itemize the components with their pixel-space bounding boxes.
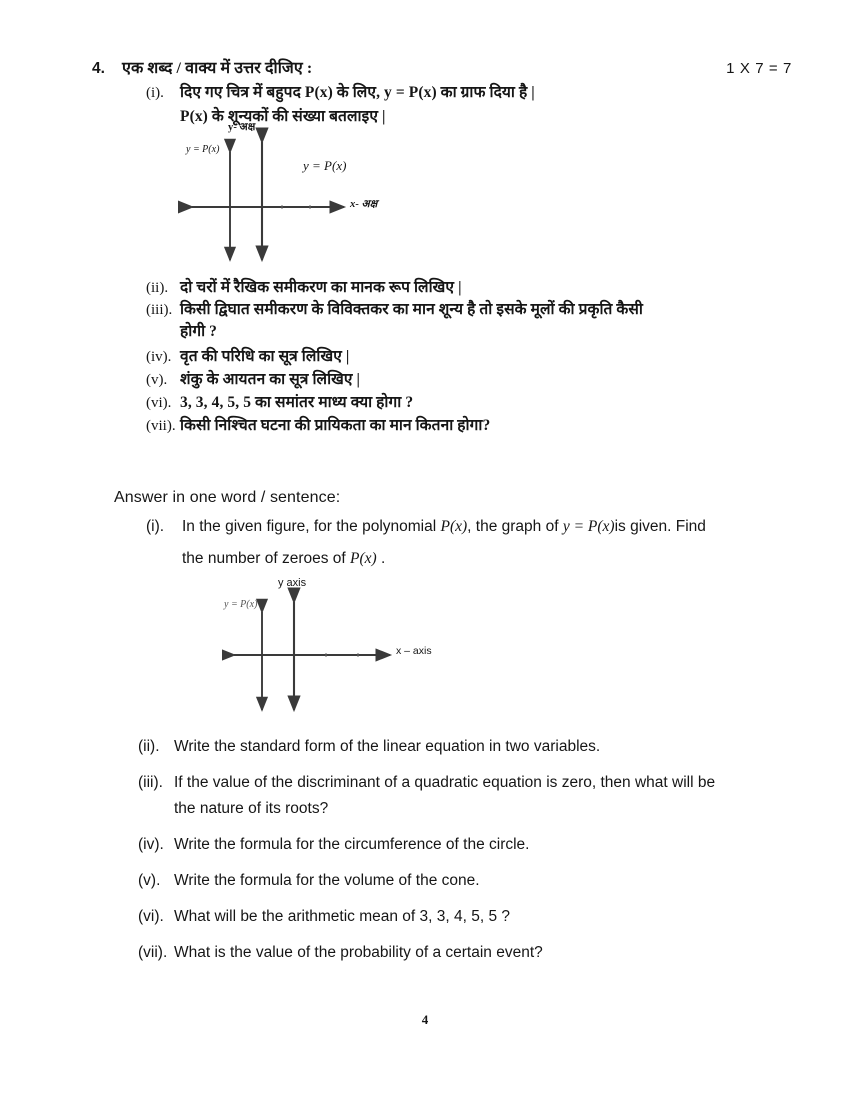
english-item-label: (i). bbox=[146, 518, 165, 535]
hindi-list-item bbox=[146, 392, 796, 414]
english-list-item bbox=[138, 941, 798, 965]
hindi-item-label: (i). bbox=[146, 85, 164, 101]
page-number: 4 bbox=[421, 1012, 429, 1027]
hindi-item-text: दिए गए चित्र में बहुपद P(x) के लिए, y = P(x) का ग्राफ दिया है | bbox=[180, 84, 535, 101]
english-item-text: Write the formula for the volume of the cone. bbox=[174, 872, 480, 890]
hindi-graph-x-axis-label: x- अक्ष bbox=[350, 199, 378, 210]
en-i-l2-post: . bbox=[381, 550, 386, 568]
hindi-graph-svg bbox=[178, 120, 428, 270]
hindi-item-text: दो चरों में रैखिक समीकरण का मानक रूप लिखिए | bbox=[180, 279, 462, 296]
hindi-items-list bbox=[146, 277, 796, 438]
en-i-pre: In the given figure, for the polynomial bbox=[182, 518, 437, 535]
english-list-item bbox=[146, 515, 786, 539]
english-graph-x-axis-label: x – axis bbox=[396, 645, 432, 657]
hindi-item-text: शंकु के आयतन का सूत्र लिखिए | bbox=[180, 371, 361, 388]
hindi-list-item bbox=[146, 346, 796, 368]
english-polynomial-graph bbox=[222, 572, 472, 727]
question-marks: 1 X 7 = 7 bbox=[726, 60, 792, 77]
english-list-item bbox=[138, 735, 798, 759]
english-section-heading: Answer in one word / sentence: bbox=[114, 489, 341, 506]
hindi-item-text: किसी निश्चित घटना की प्रायिकता का मान कितना होगा? bbox=[180, 417, 491, 434]
english-item-label: (iv). bbox=[138, 836, 164, 854]
english-item-text bbox=[182, 515, 786, 539]
en-i-l2-math: P(x) bbox=[350, 550, 377, 568]
english-item-iii-line2: the nature of its roots? bbox=[174, 800, 329, 818]
question-number: 4. bbox=[92, 60, 105, 77]
english-item-text: What will be the arithmetic mean of 3, 3, 4, 5, 5 ? bbox=[174, 908, 510, 926]
hindi-list-item bbox=[146, 415, 796, 437]
english-item-label: (ii). bbox=[138, 738, 160, 755]
hindi-item-i-line2: P(x) के शून्यकों की संख्या बतलाइए | bbox=[180, 108, 386, 125]
english-graph-y-axis-label: y axis bbox=[278, 577, 307, 589]
hindi-item-text: किसी द्विघात समीकरण के विविक्तकर का मान शून्य है तो इसके मूलों की प्रकृति कैसी bbox=[180, 301, 644, 318]
english-item-label: (vi). bbox=[138, 908, 164, 926]
english-items-list bbox=[138, 735, 798, 977]
en-i-math1: P(x) bbox=[440, 518, 468, 535]
hindi-list-item bbox=[146, 82, 786, 104]
english-item-i-block bbox=[146, 515, 786, 571]
question-header bbox=[92, 56, 792, 78]
english-item-label: (v). bbox=[138, 872, 161, 890]
en-i-l2-pre: the number of zeroes of bbox=[182, 550, 346, 568]
hindi-item-label: (v). bbox=[146, 372, 168, 388]
hindi-graph-curve-label-right: y = P(x) bbox=[303, 158, 347, 173]
english-list-item bbox=[138, 833, 798, 857]
hindi-item-label: (ii). bbox=[146, 280, 169, 296]
english-list-item bbox=[138, 771, 798, 795]
english-graph-curve-label-left: y = P(x) bbox=[224, 599, 258, 610]
en-i-math2: y = P(x) bbox=[562, 518, 615, 535]
hindi-item-iii-line2: होगी ? bbox=[180, 323, 218, 340]
english-item-text: If the value of the discriminant of a quadratic equation is zero, then what will be bbox=[174, 774, 716, 792]
hindi-list-item bbox=[146, 299, 796, 321]
english-item-label: (vii). bbox=[138, 944, 168, 962]
question-title-hindi: एक शब्द / वाक्य में उत्तर दीजिए : bbox=[122, 60, 313, 77]
hindi-list-item bbox=[146, 277, 796, 299]
english-item-text: What is the value of the probability of a certain event? bbox=[174, 944, 543, 962]
hindi-item-text: वृत की परिधि का सूत्र लिखिए | bbox=[180, 348, 350, 365]
en-i-mid: , the graph of bbox=[467, 518, 559, 535]
hindi-list-item bbox=[146, 369, 796, 391]
hindi-item-label: (vii). bbox=[146, 418, 176, 434]
hindi-graph-y-axis-label: y- अक्ष bbox=[228, 122, 256, 133]
hindi-polynomial-graph bbox=[178, 120, 428, 275]
english-list-item bbox=[138, 869, 798, 893]
en-i-post: is given. Find bbox=[614, 518, 706, 535]
hindi-item-label: (vi). bbox=[146, 395, 172, 411]
english-item-label: (iii). bbox=[138, 774, 163, 792]
english-item-text: Write the standard form of the linear equation in two variables. bbox=[174, 738, 601, 755]
hindi-item-label: (iv). bbox=[146, 349, 172, 365]
english-item-text: Write the formula for the circumference of the circle. bbox=[174, 836, 530, 854]
hindi-graph-curve-label-left: y = P(x) bbox=[186, 144, 220, 155]
hindi-item-label: (iii). bbox=[146, 302, 173, 318]
hindi-item-text: 3, 3, 4, 5, 5 का समांतर माध्य क्या होगा ? bbox=[180, 394, 414, 411]
english-item-i-line2 bbox=[146, 547, 786, 571]
english-graph-svg bbox=[222, 572, 472, 722]
english-list-item bbox=[138, 905, 798, 929]
